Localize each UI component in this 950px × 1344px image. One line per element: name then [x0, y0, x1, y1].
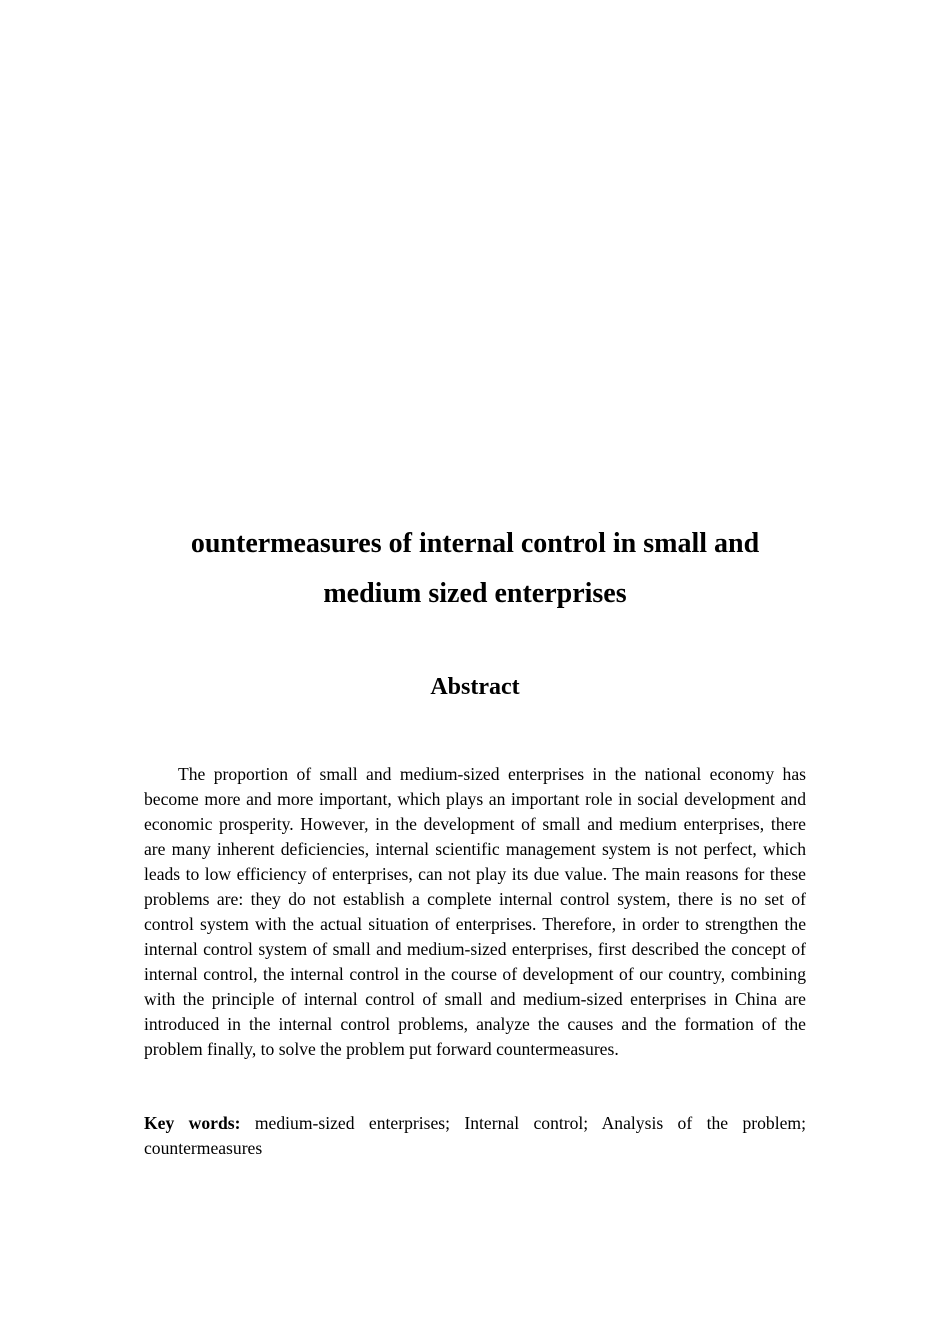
abstract-body: The proportion of small and medium-sized enterprises in the national economy has become more and more important, which plays an important role in social development and economic prosperity. However, in the development of small and medium enterprises, there are many inherent deficiencies, internal scientific management system is not perfect, which leads to low efficiency of enterprises, can not play its due value. The main reasons for these problems are: they do not establish a complete internal control system, there is no set of control system with the actual situation of enterprises. Therefore, in order to strengthen the internal control system of small and medium-sized enterprises, first described the concept of internal control, the internal control in the course of development of our country, combining with the principle of internal control of small and medium-sized enterprises in China are introduced in the internal control problems, analyze the causes and the formation of the problem finally, to solve the problem put forward countermeasures. — [144, 764, 806, 1059]
title-line-1: ountermeasures of internal control in small and — [190, 528, 760, 559]
keywords-paragraph — [144, 1111, 806, 1161]
keywords-text: medium-sized enterprises; Internal control; Analysis of the problem; countermeasures — [144, 1113, 806, 1158]
document-title — [144, 519, 806, 619]
keywords-label: Key words: — [144, 1113, 241, 1133]
title-line-2: medium sized enterprises — [323, 578, 627, 609]
abstract-heading: Abstract — [430, 674, 520, 700]
